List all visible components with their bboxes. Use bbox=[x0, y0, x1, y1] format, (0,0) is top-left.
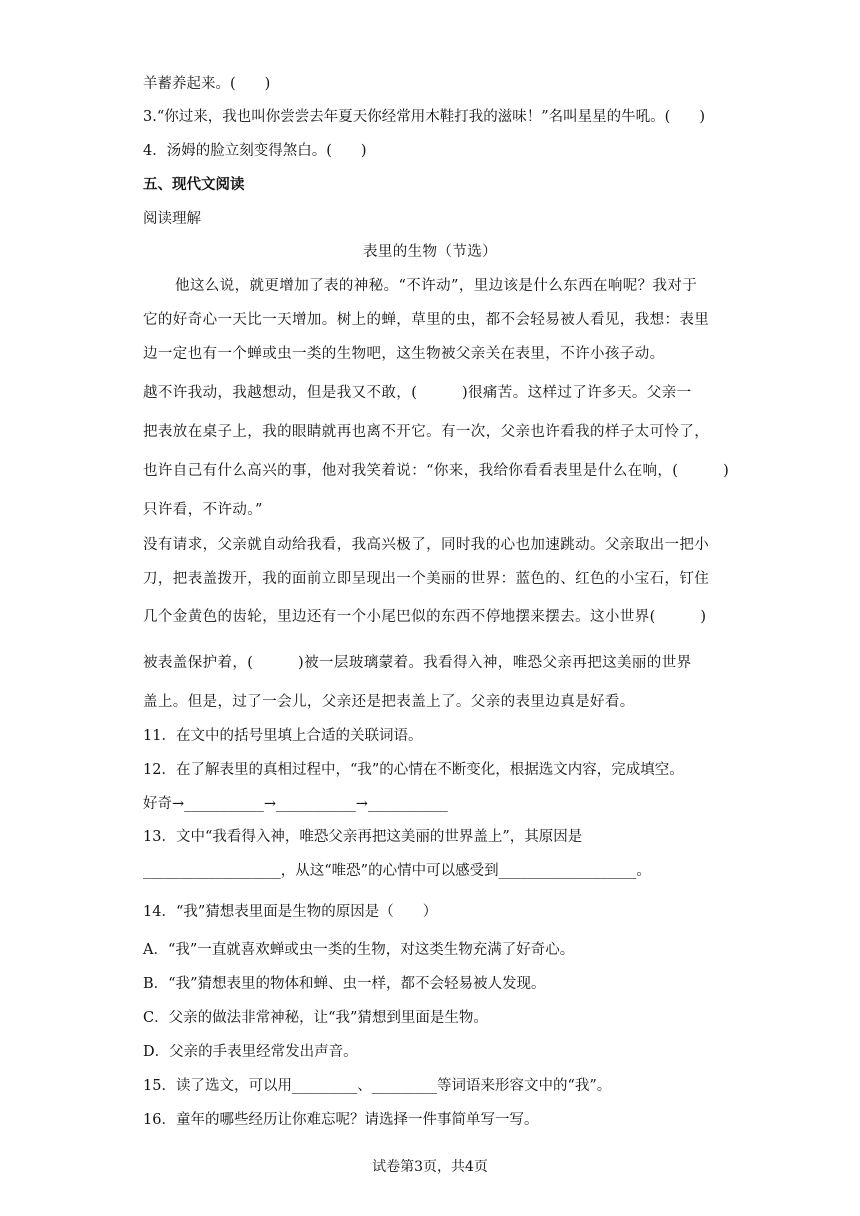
question-12-blanks: 好奇→___________→___________→___________ bbox=[143, 796, 448, 812]
question-15: 15．读了选文，可以用_________、_________等词语来形容文中的“我”。 bbox=[143, 1078, 612, 1094]
passage-line: 他这么说，就更增加了表的神秘。“不许动”，里边该是什么东西在响呢？我对于 bbox=[175, 278, 698, 294]
option-d: D．父亲的手表里经常发出声音。 bbox=[143, 1044, 358, 1060]
passage-line: 也许自己有什么高兴的事，他对我笑着说：“你来，我给你看看表里是什么在响，( ) bbox=[143, 463, 730, 479]
page-footer: 试卷第3页，共4页 bbox=[372, 1159, 488, 1175]
section-heading: 五、现代文阅读 bbox=[143, 176, 245, 193]
question-line: 羊蓄养起来。( ) bbox=[143, 76, 271, 92]
question-line: 4．汤姆的脸立刻变得煞白。( ) bbox=[143, 143, 367, 159]
passage-line: 几个金黄色的齿轮，里边还有一个小尾巴似的东西不停地摆来摆去。这小世界( ) bbox=[143, 609, 707, 625]
option-c: C．父亲的做法非常神秘，让“我”猜想到里面是生物。 bbox=[143, 1010, 488, 1026]
passage-line: 没有请求，父亲就自动给我看，我高兴极了，同时我的心也加速跳动。父亲取出一把小 bbox=[143, 537, 710, 553]
passage-line: 把表放在桌子上，我的眼睛就再也离不开它。有一次，父亲也许看我的样子太可怜了， bbox=[143, 424, 710, 440]
question-11: 11．在文中的括号里填上合适的关联词语。 bbox=[143, 728, 423, 744]
reading-label: 阅读理解 bbox=[143, 211, 201, 227]
question-16: 16．童年的哪些经历让你难忘呢？请选择一件事简单写一写。 bbox=[143, 1112, 539, 1128]
passage-line: 被表盖保护着，( )被一层玻璃蒙着。我看得入神，唯恐父亲再把这美丽的世界 bbox=[143, 655, 692, 671]
passage-line: 越不许我动，我越想动，但是我又不敢，( )很痛苦。这样过了许多天。父亲一 bbox=[143, 385, 692, 401]
question-13: 13．文中“我看得入神，唯恐父亲再把这美丽的世界盖上”，其原因是 bbox=[143, 829, 583, 845]
passage-line: 它的好奇心一天比一天增加。树上的蝉，草里的虫，都不会轻易被人看见，我想：表里 bbox=[143, 312, 710, 328]
question-12: 12．在了解表里的真相过程中，“我”的心情在不断变化，根据选文内容，完成填空。 bbox=[143, 762, 684, 778]
question-line: 3.“你过来，我也叫你尝尝去年夏天你经常用木鞋打我的滋味！”名叫星星的牛吼。( ) bbox=[143, 109, 705, 125]
option-b: B．“我”猜想表里的物体和蝉、虫一样，都不会轻易被人发现。 bbox=[143, 976, 546, 992]
passage-line: 盖上。但是，过了一会儿，父亲还是把表盖上了。父亲的表里边真是好看。 bbox=[143, 694, 635, 710]
option-a: A．“我”一直就喜欢蝉或虫一类的生物，对这类生物充满了好奇心。 bbox=[143, 942, 575, 958]
passage-line: 只许看，不许动。” bbox=[143, 502, 263, 518]
passage-line: 刀，把表盖拨开，我的面前立即呈现出一个美丽的世界：蓝色的、红色的小宝石，钉住 bbox=[143, 571, 710, 587]
passage-line: 边一定也有一个蝉或虫一类的生物吧，这生物被父亲关在表里，不许小孩子动。 bbox=[143, 346, 665, 362]
question-13-blanks: ___________________，从这“唯恐”的心情中可以感受到___________________。 bbox=[143, 863, 651, 879]
passage-title: 表里的生物（节选） bbox=[362, 244, 498, 260]
question-14: 14．“我”猜想表里面是生物的原因是（ ） bbox=[143, 904, 438, 920]
